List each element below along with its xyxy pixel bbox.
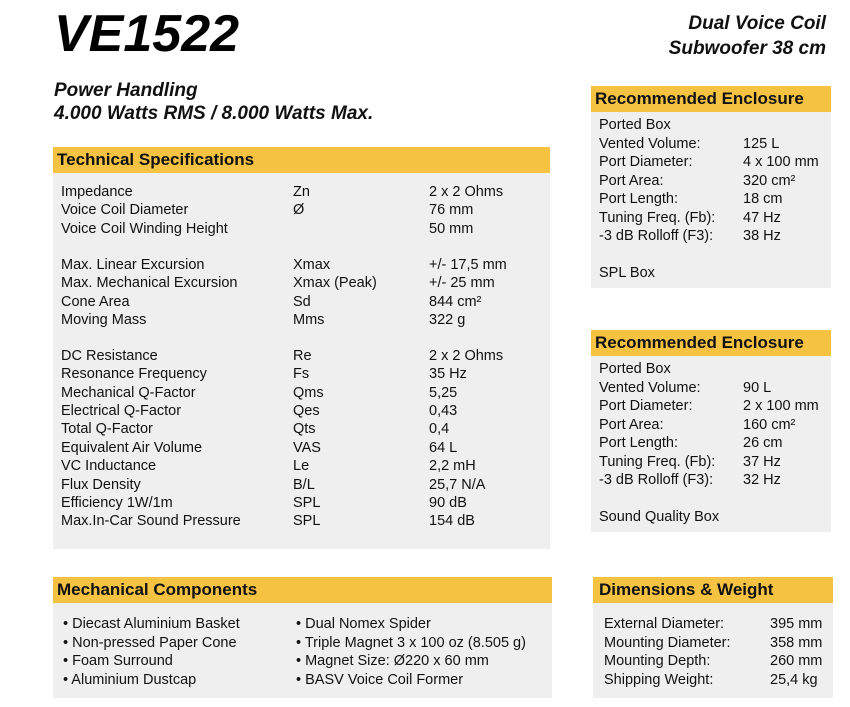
enclosure-label: Vented Volume: (599, 135, 701, 152)
spec-symbol: Mms (293, 311, 325, 328)
dimension-label: Mounting Diameter: (604, 634, 731, 651)
list-item: • BASV Voice Coil Former (296, 671, 464, 688)
spec-symbol: SPL (293, 495, 321, 512)
enclosure-label: Port Diameter: (599, 398, 693, 414)
spec-name: Flux Density (61, 476, 141, 493)
enclosure-label: Tuning Freq. (Fb): (599, 209, 716, 226)
spec-value: 76 mm (429, 202, 474, 219)
spec-name: Voice Coil Diameter (61, 202, 189, 219)
product-subtitle (669, 11, 826, 61)
dimensions-weight-panel (593, 577, 833, 698)
dimension-value: 358 mm (770, 634, 823, 651)
power-handling-title: Power Handling (54, 80, 198, 101)
spec-symbol: Fs (293, 366, 310, 383)
enclosure-value: 160 cm² (743, 416, 796, 433)
enclosure-header: Recommended Enclosure (591, 330, 831, 356)
enclosure-label: -3 dB Rolloff (F3): (599, 228, 714, 244)
enclosure-value: 320 cm² (743, 172, 796, 189)
list-item: • Diecast Aluminium Basket (63, 616, 240, 632)
enclosure-panel-sq (591, 330, 831, 532)
enclosure-type-label: Ported Box (599, 117, 671, 133)
enclosure-label: Port Area: (599, 416, 664, 433)
spec-name: Max.In-Car Sound Pressure (61, 513, 241, 530)
spec-name: Equivalent Air Volume (61, 439, 203, 456)
enclosure-value: 26 cm (743, 435, 783, 451)
spec-value: 25,7 N/A (429, 476, 486, 493)
enclosure-value: 18 cm (743, 191, 783, 207)
enclosure-footer-label: SPL Box (599, 265, 655, 281)
spec-symbol: Qts (293, 421, 316, 438)
spec-value: 844 cm² (429, 293, 482, 310)
enclosure-label: Tuning Freq. (Fb): (599, 453, 716, 470)
list-item: • Triple Magnet 3 x 100 oz (8.505 g) (296, 634, 526, 651)
list-item: • Magnet Size: Ø220 x 60 mm (296, 653, 489, 670)
spec-name: Electrical Q-Factor (61, 403, 182, 420)
spec-value: +/- 25 mm (429, 275, 495, 292)
dimension-value: 260 mm (770, 653, 823, 670)
spec-value: 90 dB (429, 495, 467, 512)
spec-value: +/- 17,5 mm (429, 256, 507, 273)
spec-symbol: VAS (293, 439, 321, 456)
enclosure-label: Port Area: (599, 172, 664, 189)
spec-value: 322 g (429, 311, 466, 328)
spec-name: Mechanical Q-Factor (61, 384, 196, 401)
enclosure-label: Vented Volume: (599, 379, 701, 396)
dimension-label: Mounting Depth: (604, 653, 711, 670)
spec-name: Max. Mechanical Excursion (61, 275, 238, 292)
technical-specifications-panel (53, 147, 550, 549)
spec-value: 0,43 (429, 403, 458, 420)
enclosure-header: Recommended Enclosure (591, 86, 831, 112)
spec-name: VC Inductance (61, 458, 157, 475)
spec-value: 2 x 2 Ohms (429, 184, 504, 200)
dimension-value: 395 mm (770, 616, 823, 632)
spec-value: 0,4 (429, 421, 450, 438)
spec-symbol: Re (293, 347, 312, 364)
spec-value: 5,25 (429, 384, 458, 401)
enclosure-label: Port Diameter: (599, 154, 693, 170)
model-title: VE1522 (54, 5, 240, 63)
spec-value: 50 mm (429, 220, 474, 237)
power-handling-value: 4.000 Watts RMS / 8.000 Watts Max. (54, 103, 374, 124)
spec-symbol: Zn (293, 184, 310, 200)
spec-value: 2 x 2 Ohms (429, 347, 504, 364)
list-item: • Dual Nomex Spider (296, 616, 431, 632)
enclosure-panel-spl (591, 86, 831, 288)
spec-symbol: Ø (293, 202, 305, 219)
spec-symbol: B/L (293, 476, 315, 493)
spec-symbol: Qes (293, 403, 320, 420)
mechanical-components-panel (53, 577, 552, 698)
mechanical-components-right (296, 615, 526, 689)
spec-name: DC Resistance (61, 347, 158, 364)
spec-symbol: Xmax (Peak) (293, 275, 377, 292)
mechanical-components-header: Mechanical Components (53, 577, 552, 603)
spec-value: 154 dB (429, 513, 475, 530)
spec-name: Moving Mass (61, 311, 147, 328)
mechanical-components-left (63, 615, 240, 689)
spec-name: Impedance (61, 184, 133, 200)
spec-name: Max. Linear Excursion (61, 256, 205, 273)
enclosure-value: 32 Hz (743, 472, 781, 488)
list-item: • Non-pressed Paper Cone (63, 634, 237, 651)
technical-specifications-header: Technical Specifications (53, 147, 550, 173)
subtitle-line-2: Subwoofer 38 cm (668, 38, 826, 59)
dimensions-weight-header: Dimensions & Weight (593, 577, 833, 603)
list-item: • Aluminium Dustcap (63, 671, 197, 688)
spec-value: 35 Hz (429, 366, 467, 383)
list-item: • Foam Surround (63, 653, 173, 670)
dimension-label: External Diameter: (604, 616, 725, 632)
spec-name: Efficiency 1W/1m (61, 495, 173, 512)
spec-value: 64 L (429, 439, 458, 456)
spec-symbol: SPL (293, 513, 321, 530)
enclosure-footer-label: Sound Quality Box (599, 509, 720, 525)
spec-name: Total Q-Factor (61, 421, 153, 438)
spec-symbol: Le (293, 458, 310, 475)
enclosure-label: Port Length: (599, 191, 678, 207)
enclosure-value: 37 Hz (743, 453, 781, 470)
spec-value: 2,2 mH (429, 458, 476, 475)
dimension-label: Shipping Weight: (604, 671, 714, 688)
spec-symbol: Xmax (293, 256, 331, 273)
subtitle-line-1: Dual Voice Coil (688, 13, 826, 34)
dimension-value: 25,4 kg (770, 671, 818, 688)
spec-name: Voice Coil Winding Height (61, 220, 228, 237)
enclosure-value: 90 L (743, 379, 772, 396)
enclosure-type-label: Ported Box (599, 361, 671, 377)
spec-symbol: Qms (293, 384, 324, 401)
spec-name: Cone Area (61, 293, 130, 310)
spec-name: Resonance Frequency (61, 366, 207, 383)
enclosure-value: 125 L (743, 135, 780, 152)
enclosure-label: -3 dB Rolloff (F3): (599, 472, 714, 488)
enclosure-value: 47 Hz (743, 209, 781, 226)
power-handling (54, 79, 373, 125)
spec-symbol: Sd (293, 293, 311, 310)
enclosure-value: 4 x 100 mm (743, 154, 819, 170)
enclosure-label: Port Length: (599, 435, 678, 451)
enclosure-value: 38 Hz (743, 228, 781, 244)
enclosure-value: 2 x 100 mm (743, 398, 819, 414)
